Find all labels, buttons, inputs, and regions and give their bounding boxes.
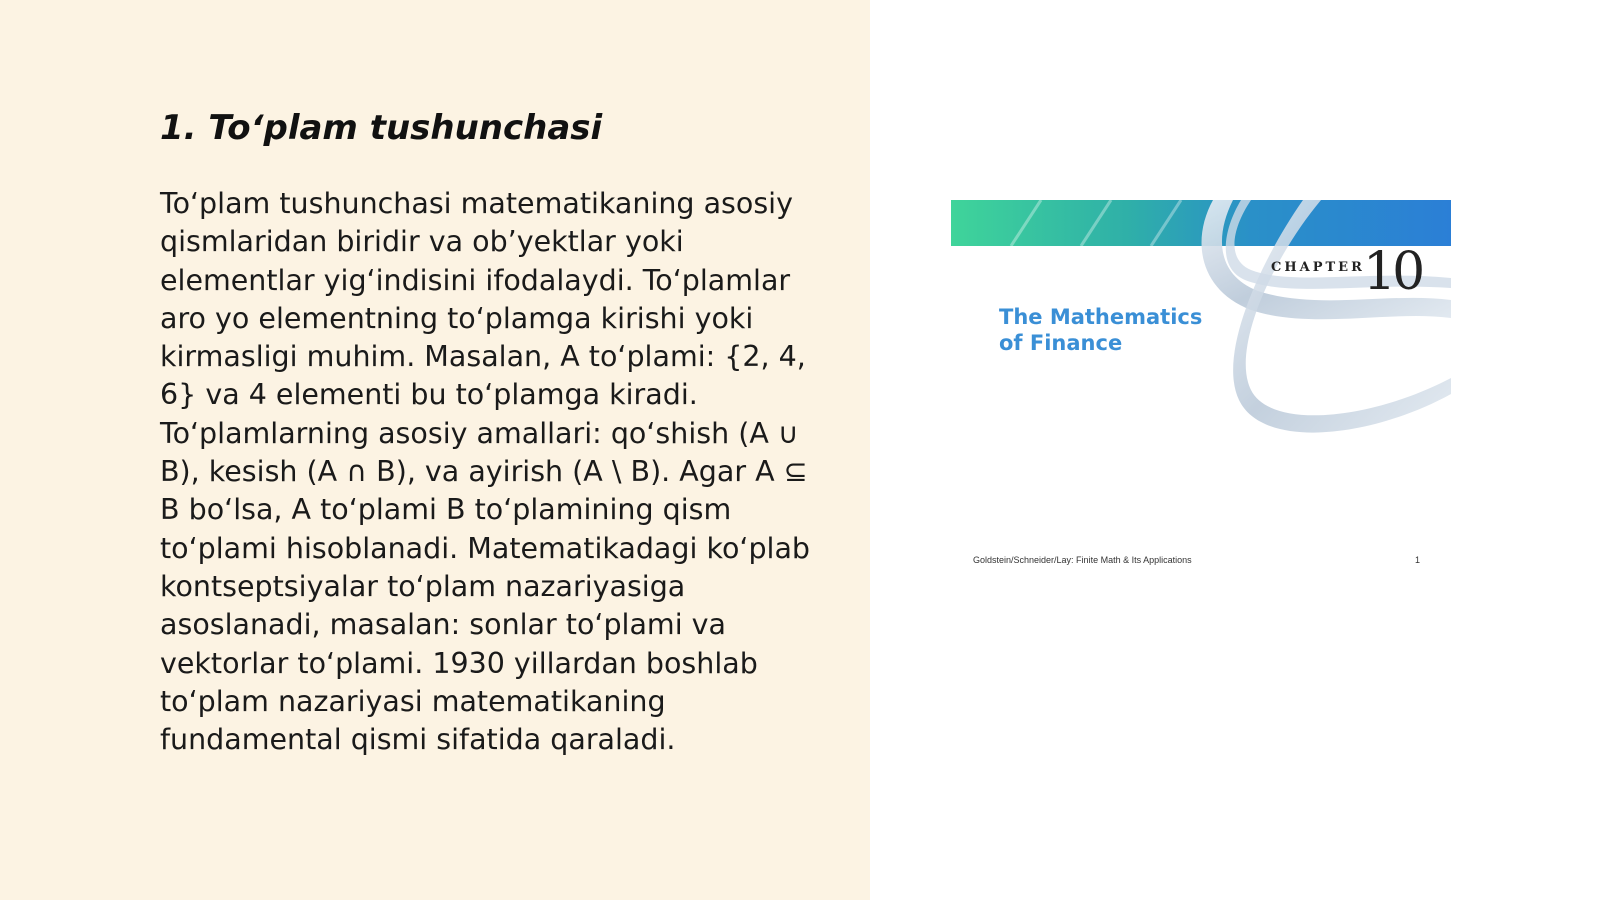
book-footer-credit: Goldstein/Schneider/Lay: Finite Math & Its Applications <box>973 555 1192 565</box>
slide-body-text: To‘plam tushunchasi matematikaning asosiy qismlaridan biridir va ob’yektlar yoki elementlar yig‘indisini ifodalaydi. To‘plamlar aro yo elementning to‘plamga kirishi yoki kirmasligi muhim. Masalan, A to‘plami: {2, 4, 6} va 4 elementi bu to‘plamga kiradi. To‘plamlarning asosiy amallari: qo‘shish (A ∪ B), kesish (A ∩ B), va ayirish (A \ B). Agar A ⊆ B bo‘lsa, A to‘plami B to‘plamining qism to‘plami hisoblanadi. Matematikadagi ko‘plab kontseptsiyalar to‘plam nazariyasiga asoslanadi, masalan: sonlar to‘plami va vektorlar to‘plami. 1930 yillardan boshlab to‘plam nazariyasi matematikaning fundamental qismi sifatida qaraladi. <box>160 187 811 757</box>
chapter-label: CHAPTER <box>1271 260 1365 275</box>
chapter-cover-image <box>951 200 1451 580</box>
page-number: 1 <box>1415 555 1421 565</box>
slide-title: 1. To‘plam tushunchasi <box>160 108 603 148</box>
book-title: The Mathematics of Finance <box>999 305 1203 355</box>
chapter-number: 10 <box>1363 242 1422 302</box>
